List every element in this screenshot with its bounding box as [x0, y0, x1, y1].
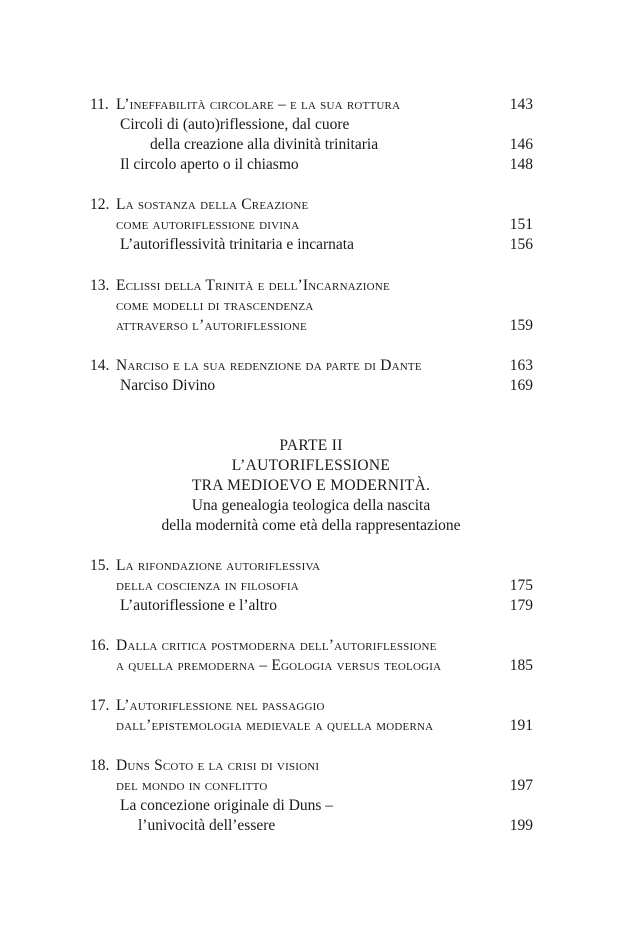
- toc-page-number[interactable]: 199: [509, 817, 533, 834]
- toc-entry-title[interactable]: La rifondazione autoriflessiva: [116, 557, 321, 574]
- toc-entry-title[interactable]: Eclissi della Trinità e dell’Incarnazione: [116, 277, 390, 294]
- part-subtitle: della modernità come età della rappresentazione: [161, 517, 461, 534]
- toc-entry-number: 17.: [90, 697, 110, 714]
- toc-page-number[interactable]: 156: [509, 236, 533, 253]
- toc-page-number[interactable]: 159: [509, 317, 533, 334]
- toc-entry-title[interactable]: La sostanza della Creazione: [116, 196, 309, 213]
- toc-subentry-title[interactable]: Narciso Divino: [120, 377, 216, 394]
- toc-page-number[interactable]: 143: [509, 96, 533, 113]
- toc-entry-title[interactable]: attraverso l’autoriflessione: [116, 317, 307, 334]
- toc-entry-number: 15.: [90, 557, 110, 574]
- toc-entry-title[interactable]: della coscienza in filosofia: [116, 577, 299, 594]
- toc-subentry-title[interactable]: l’univocità dell’essere: [138, 817, 276, 834]
- toc-entry-title[interactable]: L’autoriflessione nel passaggio: [116, 697, 325, 714]
- toc-entry-title[interactable]: Dalla critica postmoderna dell’autoriflessione: [116, 637, 437, 654]
- toc-entry-title[interactable]: Narciso e la sua redenzione da parte di Dante: [116, 357, 422, 374]
- toc-page-number[interactable]: 175: [509, 577, 533, 594]
- toc-subentry-title[interactable]: L’autoriflessività trinitaria e incarnata: [120, 236, 354, 253]
- toc-page-number[interactable]: 191: [509, 717, 533, 734]
- toc-entry-number: 11.: [90, 96, 109, 113]
- toc-entry-number: 12.: [90, 196, 110, 213]
- toc-entry-number: 13.: [90, 277, 110, 294]
- toc-entry-title[interactable]: dall’epistemologia medievale a quella moderna: [116, 717, 434, 734]
- toc-entry-number: 18.: [90, 757, 110, 774]
- toc-subentry-title[interactable]: La concezione originale di Duns –: [120, 797, 334, 814]
- part-subtitle: Una genealogia teologica della nascita: [191, 497, 431, 514]
- toc-page-number[interactable]: 151: [509, 216, 533, 233]
- toc-entry-title[interactable]: L’ineffabilità circolare – e la sua rottura: [116, 96, 401, 113]
- toc-page-number[interactable]: 146: [509, 136, 533, 153]
- toc-subentry-title[interactable]: della creazione alla divinità trinitaria: [150, 136, 379, 153]
- toc-subentry-title[interactable]: L’autoriflessione e l’altro: [120, 597, 277, 614]
- toc-entry-number: 14.: [90, 357, 110, 374]
- part-label: PARTE II: [279, 437, 343, 454]
- toc-page-number[interactable]: 169: [509, 377, 533, 394]
- toc-page-number[interactable]: 197: [509, 777, 533, 794]
- toc-page-number[interactable]: 179: [509, 597, 533, 614]
- toc-subentry-title[interactable]: Circoli di (auto)riflessione, dal cuore: [120, 116, 350, 133]
- toc-entry-number: 16.: [90, 637, 110, 654]
- toc-entry-title[interactable]: del mondo in conflitto: [116, 777, 268, 794]
- toc-entry-title[interactable]: come autoriflessione divina: [116, 216, 300, 233]
- part-title: TRA MEDIOEVO E MODERNITÀ.: [191, 477, 431, 494]
- toc-entry-title[interactable]: Duns Scoto e la crisi di visioni: [116, 757, 320, 774]
- toc-entry-title[interactable]: come modelli di trascendenza: [116, 297, 314, 314]
- toc-entry-title[interactable]: a quella premoderna – Egologia versus teologia: [116, 657, 442, 674]
- toc-page-number[interactable]: 148: [509, 156, 533, 173]
- part-title: L’AUTORIFLESSIONE: [231, 457, 391, 474]
- toc-page-number[interactable]: 163: [509, 357, 533, 374]
- toc-subentry-title[interactable]: Il circolo aperto o il chiasmo: [120, 156, 299, 173]
- toc-page-number[interactable]: 185: [509, 657, 533, 674]
